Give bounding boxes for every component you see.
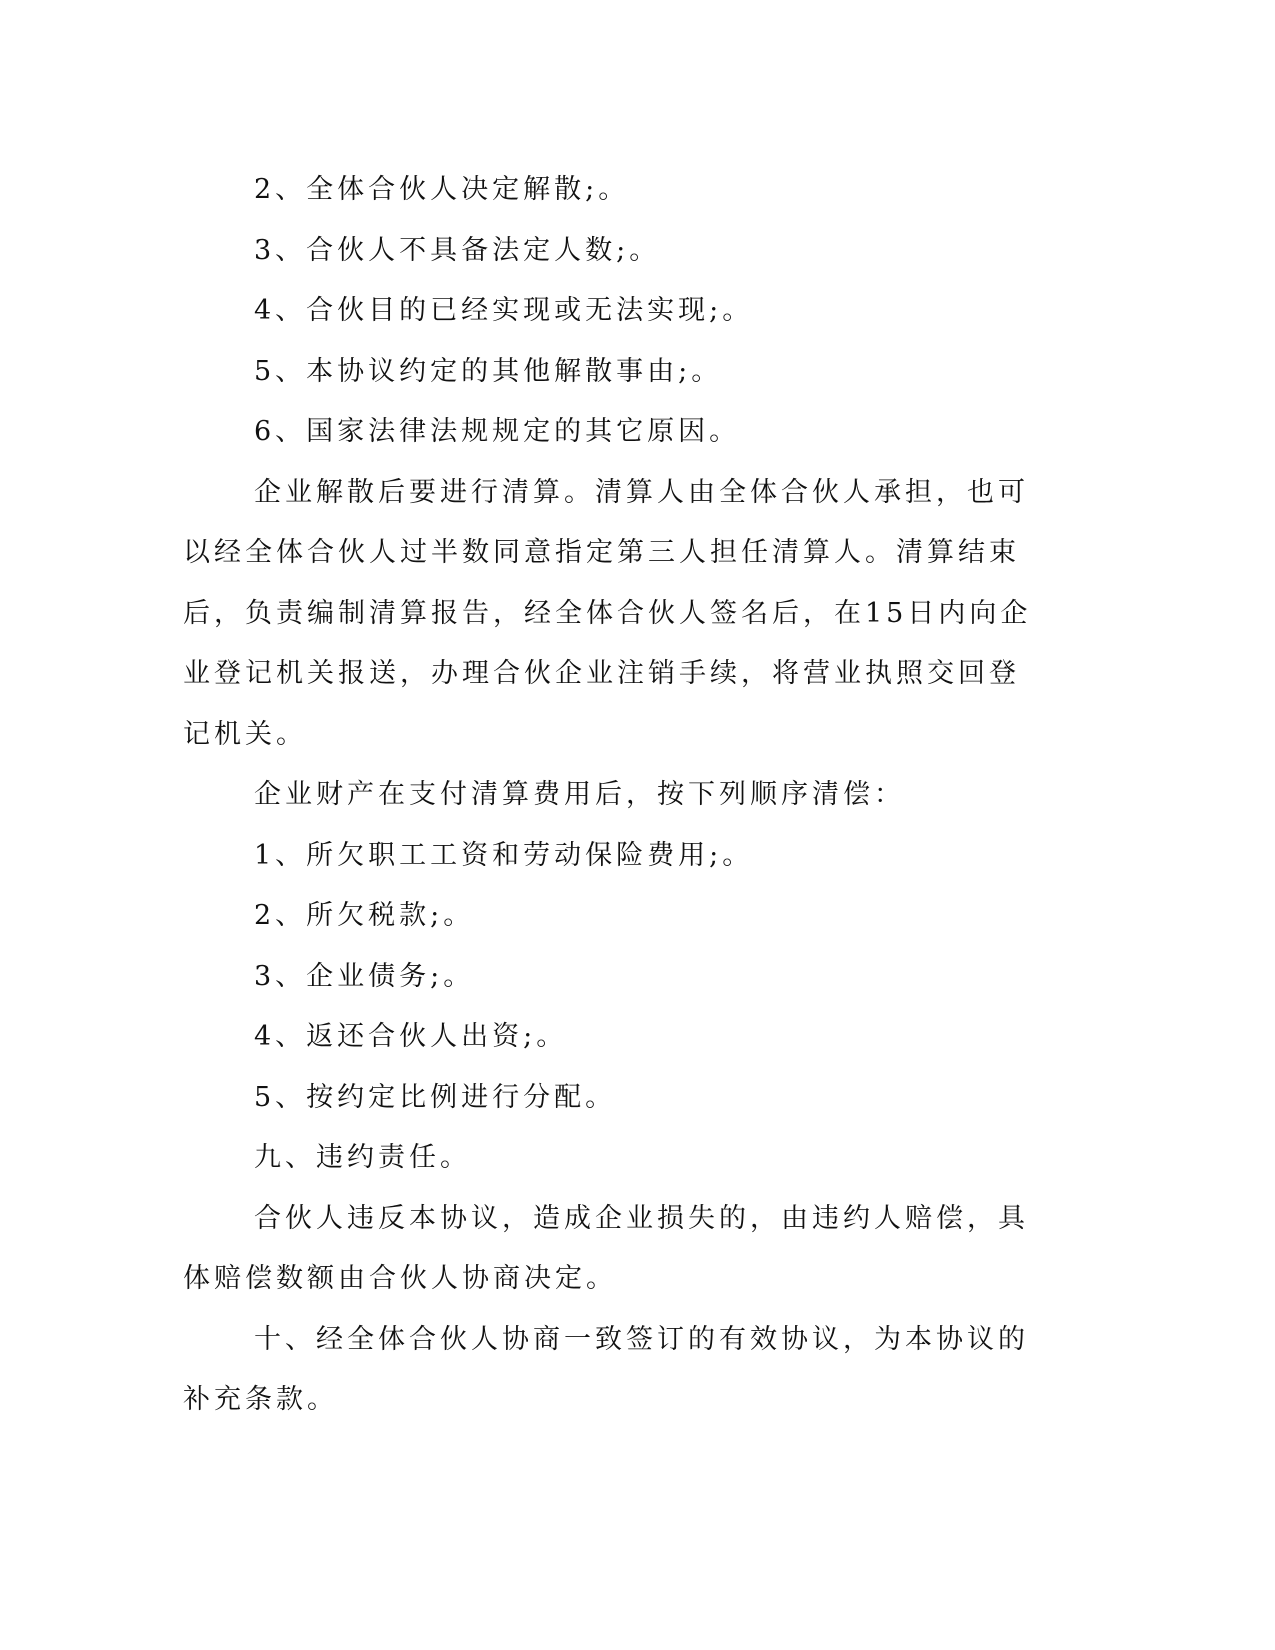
dissolution-item-5: 5、本协议约定的其他解散事由;。 (254, 355, 723, 387)
breach-paragraph: 合伙人违反本协议，造成企业损失的，由违约人赔偿，具体赔偿数额由合伙人协商决定。 (183, 1202, 1029, 1294)
liquidation-paragraph: 企业解散后要进行清算。清算人由全体合伙人承担，也可以经全体合伙人过半数同意指定第三人担任清算人。清算结束后，负责编制清算报告，经全体合伙人签名后，在15日内向企业登记机关报送，办理合伙企业注销手续，将营业执照交回登记机关。 (183, 476, 1032, 750)
repayment-intro: 企业财产在支付清算费用后，按下列顺序清偿： (254, 779, 905, 810)
repayment-item-4: 4、返还合伙人出资;。 (254, 1021, 568, 1052)
repayment-item-3: 3、企业债务;。 (254, 960, 475, 992)
dissolution-item-6: 6、国家法律法规规定的其它原因。 (254, 416, 741, 447)
section-ten-paragraph: 十、经全体合伙人协商一致签订的有效协议，为本协议的补充条款。 (183, 1323, 1029, 1415)
dissolution-item-2: 2、全体合伙人决定解散;。 (254, 174, 630, 205)
repayment-item-2: 2、所欠税款;。 (254, 900, 475, 931)
document-body (183, 160, 1045, 1431)
dissolution-item-3: 3、合伙人不具备法定人数;。 (254, 234, 661, 266)
repayment-item-5: 5、按约定比例进行分配。 (254, 1081, 617, 1113)
dissolution-item-4: 4、合伙目的已经实现或无法实现;。 (254, 295, 754, 326)
section-nine-heading: 九、违约责任。 (254, 1142, 471, 1173)
repayment-item-1: 1、所欠职工工资和劳动保险费用;。 (254, 839, 754, 871)
